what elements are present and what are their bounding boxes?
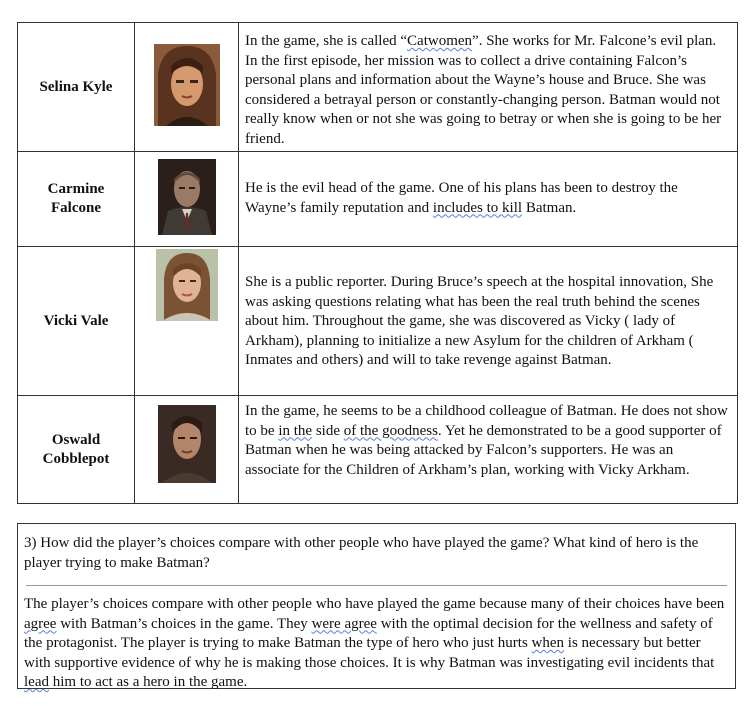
answer-segment: him to act as a hero in the game.	[48, 674, 248, 690]
description-text: In the game, she is called “	[245, 33, 408, 49]
portrait-cell	[135, 247, 239, 396]
description-text: . Yet he demonstrated to be a good supporter of Batman when he was being attacked by Falcon’s supporters. He was an associate for the Children of Arkham’s plan, working with Vicky Arkham.	[245, 422, 722, 478]
character-name: Oswald Cobblepot	[18, 396, 135, 504]
character-name: Selina Kyle	[18, 23, 135, 152]
table-row	[18, 247, 738, 396]
answer-text	[18, 595, 735, 693]
description-text: ”. She works for Mr. Falcone’s evil plan. In the first episode, her mission was to collect a drive containing Falcon’s personal plans and information about the Wayne’s house and Bruce. She was considered a betrayal person or constantly-changing person. Batman would not really know when or not she was going to betray or when she is going to be her friend.	[245, 33, 722, 147]
description-text: In the game, he seems to be a childhood colleague of Batman. He does not show to be	[245, 403, 728, 439]
answer-segment: The player’s choices compare with other people who have played the game because many of their choices have been	[24, 596, 725, 612]
spellcheck-text: agree	[24, 615, 57, 632]
description-text: He is the evil head of the game. One of his plans has been to destroy the Wayne’s family reputation and	[245, 180, 678, 216]
portrait-cell	[135, 396, 239, 504]
character-name: Carmine Falcone	[18, 152, 135, 247]
character-description	[239, 152, 738, 247]
description-text: Batman.	[522, 199, 577, 216]
character-table	[17, 22, 738, 504]
portrait-cell	[135, 23, 239, 152]
description-text: side	[312, 422, 344, 439]
vicki-vale-portrait-icon	[156, 249, 218, 321]
table-row	[18, 152, 738, 247]
character-description	[239, 247, 738, 396]
description-text: She is a public reporter. During Bruce’s speech at the hospital innovation, She was asking questions relating what has been the real truth behind the scenes about him. Throughout the game, she was discovered as Vicky ( lady of Arkham), planning to initialize a new Asylum for the children of Arkham ( Inmates and others) and will to take revenge against Batman.	[245, 274, 714, 368]
answer-segment: is necessary but better with supportive evidence of why he is making those choices. It is why Batman was investigating evil incidents that	[24, 635, 715, 671]
divider	[26, 585, 727, 586]
table-row	[18, 396, 738, 504]
character-description	[239, 396, 738, 504]
selina-kyle-portrait-icon	[154, 44, 220, 126]
table-row	[18, 23, 738, 152]
character-description	[239, 23, 738, 152]
spellcheck-text: when	[531, 635, 565, 651]
spellcheck-text: of the goodness	[343, 422, 438, 439]
spellcheck-text: Catwomen	[407, 33, 473, 49]
answer-segment: with the optimal decision for the wellness and safety of the protagonist. The player is trying to make Batman the type of hero who just hurts	[24, 615, 713, 651]
spellcheck-text: were agree	[311, 615, 377, 632]
spellcheck-text: includes to kill	[432, 199, 523, 216]
spellcheck-text: lead	[24, 674, 49, 690]
question-box	[17, 523, 736, 689]
character-name: Vicki Vale	[18, 247, 135, 396]
spellcheck-text: in the	[278, 422, 313, 439]
answer-segment: with Batman’s choices in the game. They	[56, 615, 312, 632]
portrait-cell	[135, 152, 239, 247]
question-text: 3) How did the player’s choices compare with other people who have played the game? What kind of hero is the player trying to make Batman?	[24, 535, 699, 571]
carmine-falcone-portrait-icon	[158, 159, 216, 235]
oswald-cobblepot-portrait-icon	[158, 405, 216, 483]
